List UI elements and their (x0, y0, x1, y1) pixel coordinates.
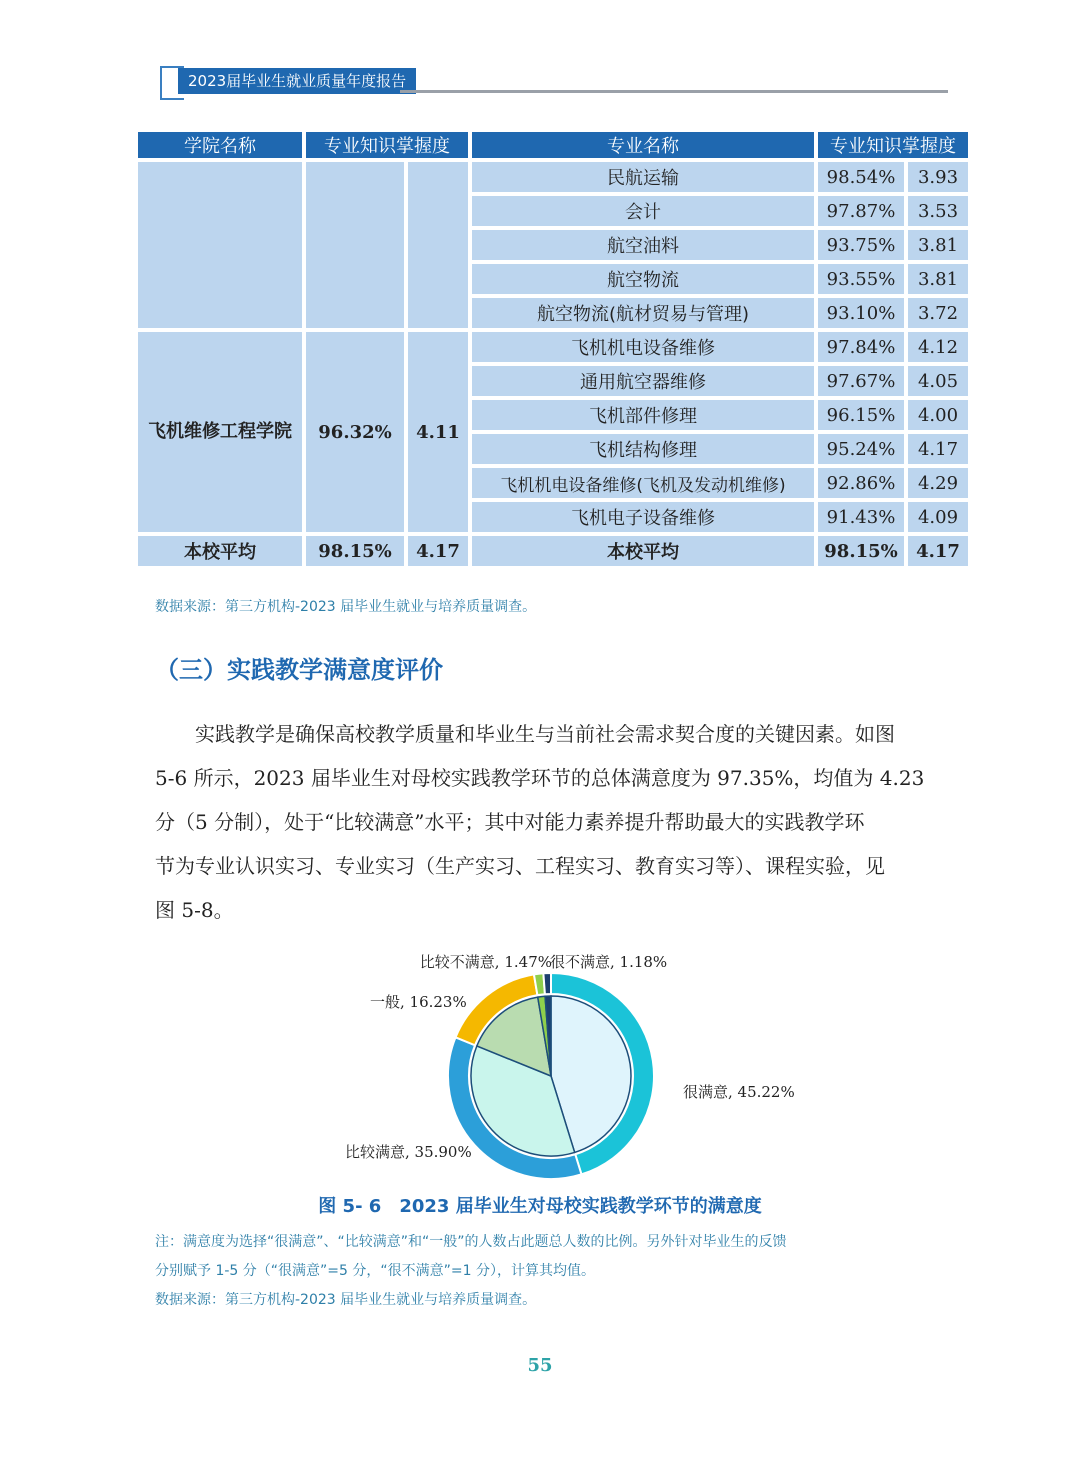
avg-pct-right: 98.15% (818, 536, 904, 566)
major-name: 飞机机电设备维修(飞机及发动机维修) (472, 468, 814, 498)
knowledge-mastery-table (134, 128, 972, 570)
major-name: 飞机机电设备维修 (472, 332, 814, 362)
major-name: 飞机部件修理 (472, 400, 814, 430)
major-score: 3.81 (908, 264, 968, 294)
major-score: 3.81 (908, 230, 968, 260)
major-score: 4.09 (908, 502, 968, 532)
major-pct: 93.10% (818, 298, 904, 328)
major-score: 4.00 (908, 400, 968, 430)
col-major-mastery: 专业知识掌握度 (818, 132, 968, 158)
note-line: 注：满意度为选择“很满意”、“比较满意”和“一般”的人数占此题总人数的比例。另外针对毕业生的反馈 (155, 1234, 787, 1250)
col-major: 专业名称 (472, 132, 814, 158)
label-somewhat-dissatisfied: 比较不满意, 1.47% (419, 953, 552, 971)
table-row (138, 332, 968, 362)
page-number: 55 (527, 1355, 553, 1376)
figure-caption: 图 5- 6 2023 届毕业生对母校实践教学环节的满意度 (318, 1196, 762, 1217)
major-pct: 93.75% (818, 230, 904, 260)
col-college-mastery: 专业知识掌握度 (306, 132, 468, 158)
chart-source-note: 数据来源：第三方机构-2023 届毕业生就业与培养质量调查。 (155, 1292, 537, 1308)
major-pct: 93.55% (818, 264, 904, 294)
major-score: 3.53 (908, 196, 968, 226)
paragraph-line: 分（5 分制），处于“比较满意”水平；其中对能力素养提升帮助最大的实践教学环 (155, 810, 865, 834)
major-name: 航空物流(航材贸易与管理) (472, 298, 814, 328)
label-neutral: 一般, 16.23% (370, 993, 467, 1011)
major-pct: 92.86% (818, 468, 904, 498)
college-score-blank (408, 162, 468, 328)
body-paragraph (155, 712, 950, 932)
section-title: （三）实践教学满意度评价 (155, 656, 443, 684)
major-pct: 97.84% (818, 332, 904, 362)
paragraph-line: 5-6 所示，2023 届毕业生对母校实践教学环节的总体满意度为 97.35%，均值为 4.23 (155, 766, 925, 790)
college-score: 4.11 (408, 332, 468, 532)
major-name: 通用航空器维修 (472, 366, 814, 396)
major-score: 4.12 (908, 332, 968, 362)
college-cell-blank (138, 162, 302, 328)
avg-score-left: 4.17 (408, 536, 468, 566)
major-name: 飞机电子设备维修 (472, 502, 814, 532)
college-pct: 96.32% (306, 332, 404, 532)
header-rule (400, 90, 948, 93)
major-score: 4.17 (908, 434, 968, 464)
major-name: 航空油料 (472, 230, 814, 260)
satisfaction-donut-chart (330, 945, 810, 1185)
college-name: 飞机维修工程学院 (138, 332, 302, 532)
avg-score-right: 4.17 (908, 536, 968, 566)
college-pct-blank (306, 162, 404, 328)
major-pct: 95.24% (818, 434, 904, 464)
label-very-satisfied: 很满意, 45.22% (683, 1083, 795, 1101)
table-source-note: 数据来源：第三方机构-2023 届毕业生就业与培养质量调查。 (155, 599, 537, 615)
major-pct: 91.43% (818, 502, 904, 532)
table-header-row (138, 132, 968, 158)
donut-ring-segment-4 (543, 973, 551, 994)
major-score: 3.72 (908, 298, 968, 328)
table-average-row (138, 536, 968, 566)
avg-label-right: 本校平均 (472, 536, 814, 566)
report-header-title: 2023届毕业生就业质量年度报告 (178, 68, 416, 94)
major-name: 民航运输 (472, 162, 814, 192)
label-satisfied: 比较满意, 35.90% (345, 1143, 472, 1161)
major-pct: 97.67% (818, 366, 904, 396)
major-score: 3.93 (908, 162, 968, 192)
paragraph-line: 图 5-8。 (155, 898, 234, 922)
table-row (138, 162, 968, 192)
major-name: 航空物流 (472, 264, 814, 294)
col-college: 学院名称 (138, 132, 302, 158)
paragraph-line: 节为专业认识实习、专业实习（生产实习、工程实习、教育实习等）、课程实验，见 (155, 854, 885, 878)
major-pct: 97.87% (818, 196, 904, 226)
major-name: 会计 (472, 196, 814, 226)
major-pct: 96.15% (818, 400, 904, 430)
major-name: 飞机结构修理 (472, 434, 814, 464)
avg-label-left: 本校平均 (138, 536, 302, 566)
note-line: 分别赋予 1-5 分（“很满意”=5 分，“很不满意”=1 分），计算其均值。 (155, 1263, 595, 1279)
avg-pct-left: 98.15% (306, 536, 404, 566)
major-pct: 98.54% (818, 162, 904, 192)
major-score: 4.05 (908, 366, 968, 396)
major-score: 4.29 (908, 468, 968, 498)
paragraph-line: 实践教学是确保高校教学质量和毕业生与当前社会需求契合度的关键因素。如图 (195, 722, 895, 746)
label-very-dissatisfied: 很不满意, 1.18% (550, 953, 668, 971)
